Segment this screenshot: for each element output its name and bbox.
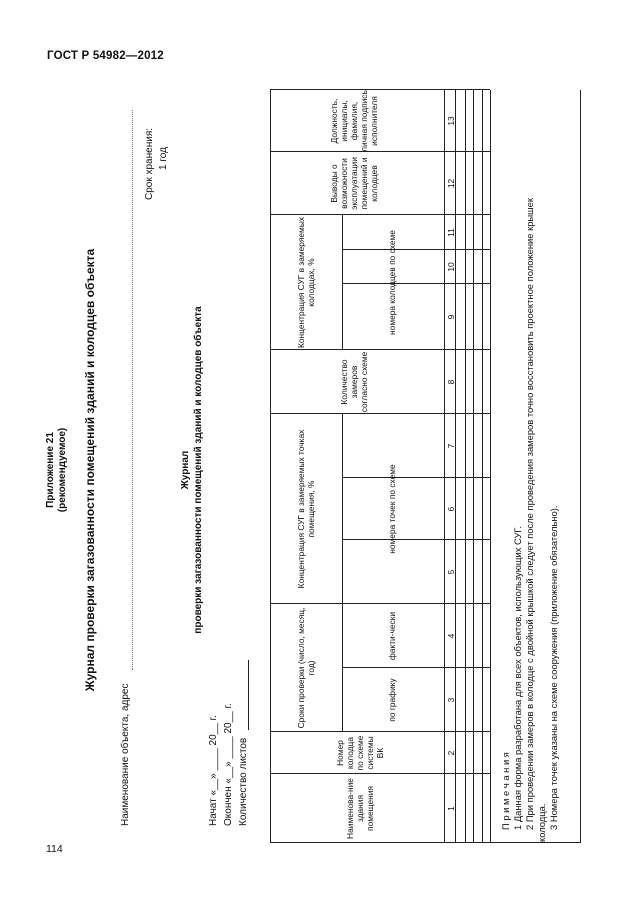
col-number: 7 bbox=[446, 443, 456, 449]
col-number: 12 bbox=[446, 178, 456, 189]
journal-subtitle: проверки загазованности помещений зданий и колодцев объекта bbox=[193, 306, 204, 634]
appendix-title: Приложение 21 bbox=[45, 432, 56, 508]
main-title: Журнал проверки загазованности помещений зданий и колодцев объекта bbox=[83, 248, 97, 692]
col-number: 10 bbox=[446, 262, 456, 272]
col-number: 5 bbox=[446, 569, 456, 575]
col-number: 3 bbox=[446, 697, 456, 703]
appendix-status: (рекомендуемое) bbox=[57, 427, 68, 513]
col-building-header: Наименова-ние здания помещения bbox=[345, 778, 375, 839]
col-scheduled-header: по графику bbox=[387, 678, 397, 722]
journal-table bbox=[40, 90, 580, 870]
col-number: 8 bbox=[446, 379, 456, 385]
col-gas-wells-group-header: Концентрация СУГ в замеряемых колодцах, % bbox=[296, 217, 316, 348]
rotated-page-content bbox=[40, 90, 580, 870]
col-actual-header: факти-чески bbox=[387, 611, 397, 661]
journal-title: Журнал bbox=[180, 450, 191, 490]
sheets-label: Количество листов bbox=[238, 737, 249, 826]
col-number: 13 bbox=[446, 116, 456, 126]
note-3: 3 Номера точек указаны на схеме сооружения (приложение обязательно). bbox=[548, 505, 559, 830]
notes-title: П р и м е ч а н и я bbox=[500, 752, 511, 830]
finished-line: Окончен «__» ____ 20__ г. bbox=[223, 703, 234, 826]
retention-label: Срок хранения: bbox=[144, 127, 155, 200]
col-number: 1 bbox=[446, 806, 456, 811]
object-label: Наименование объекта, адрес bbox=[120, 683, 131, 826]
col-number: 9 bbox=[446, 314, 456, 320]
note-1: 1 Данная форма разработана для всех объектов, использующих СУГ. bbox=[512, 526, 523, 830]
col-number: 11 bbox=[446, 228, 456, 237]
started-line: Начат «__» ____ 20__ г. bbox=[208, 715, 219, 826]
col-gas-rooms-sub-header: номера точек по схеме bbox=[387, 464, 397, 554]
col-well-number-header: Номер колодца по схеме системы ВК bbox=[335, 735, 385, 771]
col-executor-header: Должность, инициалы, фамилия, личная подпись исполнителя bbox=[329, 90, 379, 152]
retention-value: 1 год bbox=[158, 147, 169, 170]
col-number: 4 bbox=[446, 633, 456, 639]
note-2: 2 При проведении замеров в колодце с двойной крышкой следует после проведения замеров точно восстановить проектное положение крышек bbox=[524, 198, 535, 830]
col-gas-rooms-group-header: Концентрация СУГ в замеряемых точках помещения, % bbox=[296, 429, 316, 589]
col-conclusions-header: Выводы о возможности эксплуатации помещений и колодцев bbox=[329, 157, 379, 210]
standard-header: ГОСТ Р 54982—2012 bbox=[47, 50, 164, 62]
col-number: 2 bbox=[446, 750, 456, 756]
page-number: 114 bbox=[46, 843, 63, 855]
col-gas-wells-sub-header: номера колодцев по схеме bbox=[387, 230, 397, 335]
note-2-cont: колодца. bbox=[536, 803, 547, 842]
col-number: 6 bbox=[446, 506, 456, 512]
col-dates-group-header: Сроки проверки (число, месяц, год) bbox=[296, 607, 316, 729]
col-measure-count-header: Количество замеров согласно схеме bbox=[339, 351, 369, 413]
